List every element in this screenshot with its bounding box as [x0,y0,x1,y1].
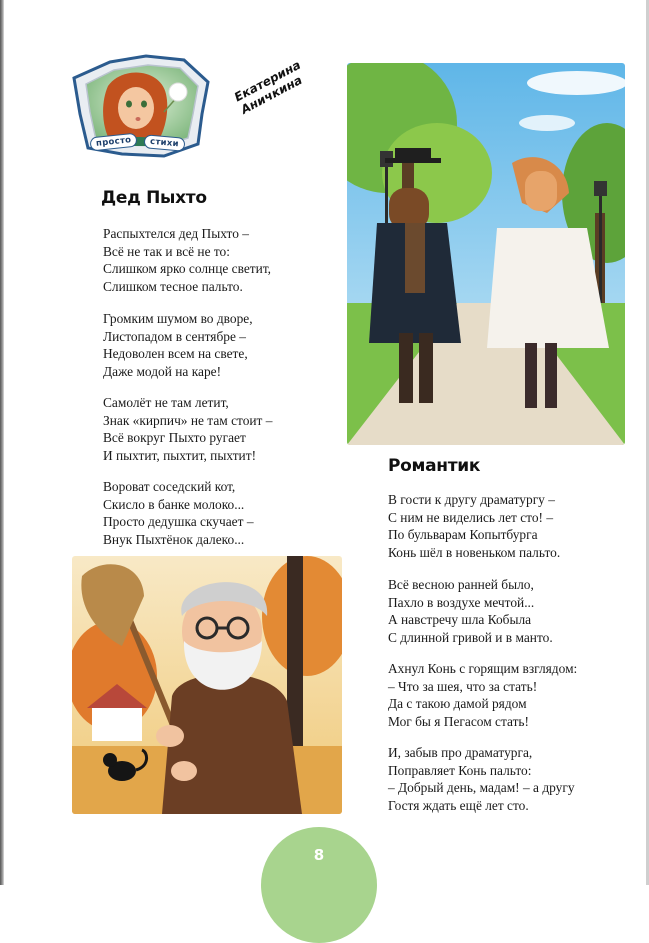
poem-line: Просто дедушка скучает – [103,514,254,530]
poem-line: Слишком ярко солнце светит, [103,261,272,277]
grandpa-illustration [72,556,342,814]
poem-line: Пахло в воздухе мечтой... [388,594,535,610]
prosto-stikhi-logo [68,52,218,164]
poem-line: С длинной гривой и в манто. [388,629,553,645]
author-name: Екатерина Аничкина [232,57,305,117]
poem-line: Всё весною ранней было, [388,577,534,592]
poem-line: Слишком тесное пальто. [103,278,243,294]
poem-line: Ахнул Конь с горящим взглядом: [388,661,578,676]
poem-line: И пыхтит, пыхтит, пыхтит! [103,447,257,463]
poem-line: Даже модой на каре! [103,363,222,379]
poem2-stanza-2 [388,576,553,646]
poem-line: Листопадом в сентябре – [103,328,246,344]
page-number-tab [261,827,377,943]
logo-word-stikhi: стихи [143,134,185,152]
poem-line: Внук Пыхтёнок далеко... [103,531,245,547]
poem-line: – Что за шея, что за стать! [388,678,538,694]
poem-line: Скисло в банке молоко... [103,496,245,512]
poem1-stanza-1 [103,225,271,295]
poem-line: Вороват соседский кот, [103,479,236,494]
poem-line: Гостя ждать ещё лет сто. [388,797,529,813]
poem-line: И, забыв про драматурга, [388,745,533,760]
poem-line: Всё не так и всё не то: [103,243,230,259]
poem2-stanza-1 [388,491,560,561]
poem-line: В гости к другу драматургу – [388,492,555,507]
poem2-stanza-4 [388,744,575,814]
logo-word-prosto: просто [89,133,138,152]
poem-line: Самолёт не там летит, [103,395,229,410]
poem-line: С ним не виделись лет сто! – [388,509,554,525]
poem-line: Распыхтелся дед Пыхто – [103,226,249,241]
poem-line: Мог бы я Пегасом стать! [388,713,529,729]
poem2-stanza-3 [388,660,577,730]
poem-line: Недоволен всем на свете, [103,346,248,362]
poem1-stanza-2 [103,310,253,380]
poem-title-romantik: Романтик [388,456,481,476]
page-number: 8 [313,846,325,864]
poem-line: Всё вокруг Пыхто ругает [103,430,246,446]
page-binding-edge [0,0,4,885]
poem-line: Конь шёл в новеньком пальто. [388,544,561,560]
poem-line: По бульварам Копытбурга [388,527,538,543]
poem-line: Знак «кирпич» не там стоит – [103,412,273,428]
poem-line: Громким шумом во дворе, [103,311,253,326]
poem1-stanza-3 [103,394,272,464]
poem-line: – Добрый день, мадам! – а другу [388,780,575,796]
poem-line: Поправляет Конь пальто: [388,762,532,778]
poem1-stanza-4 [103,478,254,548]
poem-line: Да с такою дамой рядом [388,696,527,712]
poem-title-ded-pykhto: Дед Пыхто [101,188,207,208]
horses-illustration [347,63,625,445]
poem-line: А навстречу шла Кобыла [388,612,532,628]
